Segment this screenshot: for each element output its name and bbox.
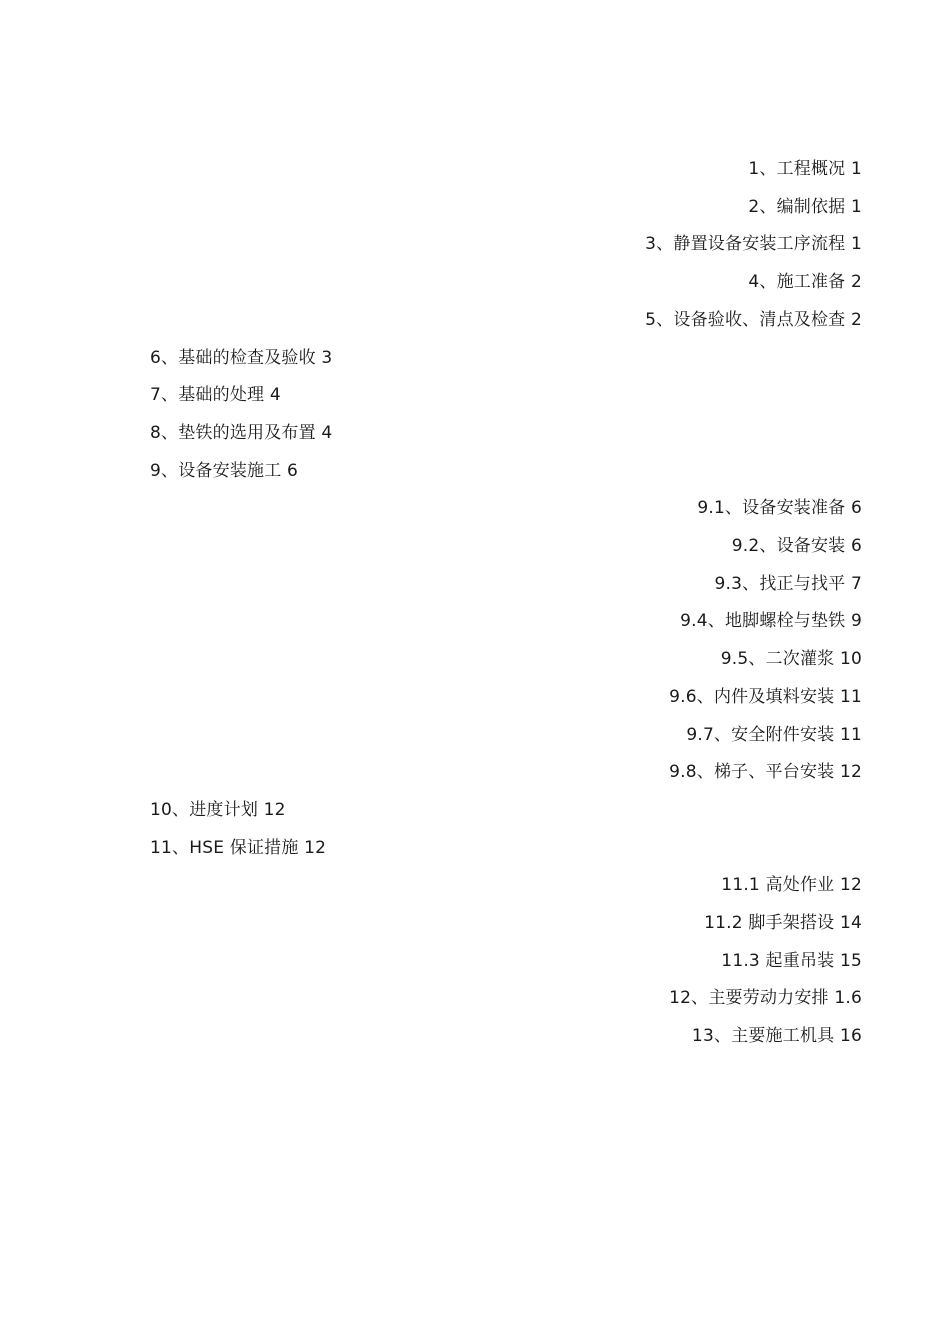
toc-entry[interactable]: 11、HSE 保证措施 12 [150, 837, 327, 858]
toc-entry[interactable]: 4、施工准备 2 [748, 272, 862, 293]
toc-entry[interactable]: 9.7、安全附件安装 11 [686, 724, 862, 745]
toc-entry[interactable]: 2、编制依据 1 [748, 196, 862, 217]
table-of-contents [150, 150, 862, 1070]
toc-entry[interactable]: 9.8、梯子、平台安装 12 [669, 762, 862, 783]
toc-entry[interactable]: 9.2、设备安装 6 [731, 536, 862, 556]
toc-entry[interactable]: 9.1、设备安装准备 6 [697, 498, 862, 519]
toc-entry[interactable]: 9、设备安装施工 6 [150, 460, 299, 481]
toc-entry[interactable]: 3、静置设备安装工序流程 1 [645, 234, 862, 255]
toc-entry[interactable]: 11.2 脚手架搭设 14 [704, 913, 862, 933]
toc-entry[interactable]: 11.3 起重吊装 15 [721, 950, 862, 971]
toc-entry[interactable]: 8、垫铁的选用及布置 4 [150, 422, 333, 443]
toc-entry[interactable]: 13、主要施工机具 16 [691, 1026, 862, 1047]
toc-entry[interactable]: 7、基础的处理 4 [150, 385, 281, 406]
toc-entry[interactable]: 9.6、内件及填料安装 11 [669, 686, 862, 707]
toc-entry[interactable]: 1、工程概况 1 [748, 159, 862, 179]
toc-entry[interactable]: 9.4、地脚螺栓与垫铁 9 [680, 611, 862, 632]
toc-entry[interactable]: 6、基础的检查及验收 3 [150, 347, 333, 368]
toc-entry[interactable]: 11.1 高处作业 12 [721, 875, 862, 896]
toc-entry[interactable]: 5、设备验收、清点及检查 2 [645, 309, 862, 330]
toc-entry[interactable]: 9.5、二次灌浆 10 [720, 649, 862, 670]
toc-entry[interactable]: 12、主要劳动力安排 1.6 [669, 988, 862, 1009]
toc-entry[interactable]: 10、进度计划 12 [150, 799, 286, 820]
toc-entry[interactable]: 9.3、找正与找平 7 [714, 573, 862, 594]
